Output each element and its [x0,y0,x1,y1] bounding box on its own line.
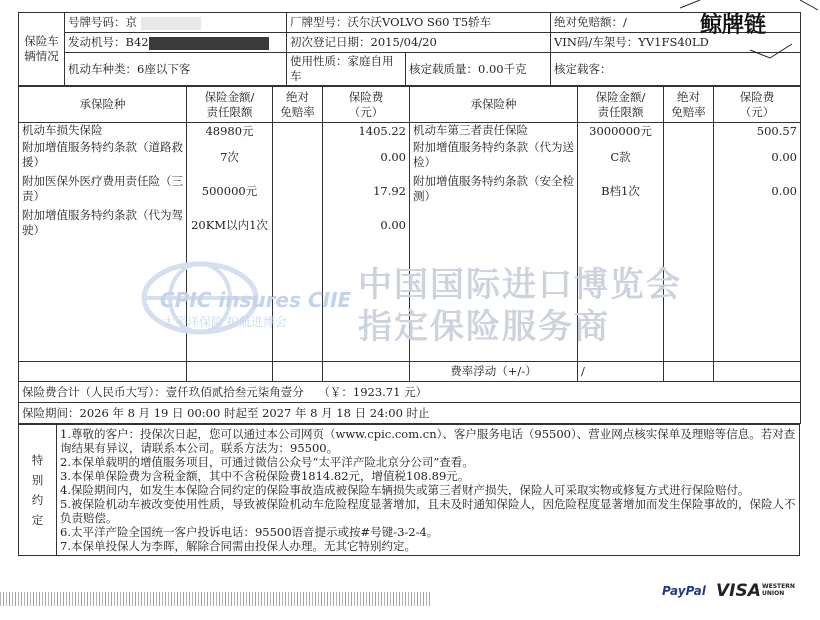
redaction-block [141,17,201,30]
term-item: 7.本保单投保人为李晖，解除合同需由投保人办理。无其它特别约定。 [60,539,416,553]
col-header-amount: 保险金额/ 责任限额 [187,87,273,123]
col-header-deductible: 绝对 免赔率 [273,87,323,123]
redaction-block [149,37,269,50]
vehicle-model: 厂牌型号：沃尔沃VOLVO S60 T5轿车 [287,13,551,33]
vehicle-info-table [18,12,801,86]
coverage-premium: 500.57 [756,124,797,138]
term-item: 6.太平洋产险全国统一客户投诉电话：95500语音提示或按#号键-3-2-4。 [60,525,439,539]
coverage-table [18,86,801,424]
coverage-amount: 20KM以内1次 [191,218,268,232]
rated-passengers: 核定载客： [551,53,801,86]
term-item: 4.保险期间内，如发生本保险合同约定的保险事故造成被保险车辆损失或第三者财产损失，保险人可采取实物或修复方式进行保险赔付。 [60,483,750,497]
col-header-type: 承保险种 [410,87,578,123]
term-item: 2.本保单载明的增值服务项目，可通过微信公众号“太平洋产险北京分公司”查看。 [60,455,474,469]
plate-number: 号牌号码：京 [68,15,137,29]
engine-number: 发动机号：B42 [68,35,149,49]
coverage-premium: 0.00 [380,218,406,232]
ciie-watermark-line1: 中国国际进口博览会 [358,265,682,305]
insurance-policy [18,12,800,556]
rate-float-label: 费率浮动（+/-） [410,362,578,382]
rated-load: 核定载质量：0.00千克 [409,61,527,76]
special-terms-label: 特别约定 [31,453,44,527]
coverage-name: 机动车损失保险 [22,123,103,137]
coverage-left-names [19,123,186,242]
absolute-deductible: 绝对免赔额：/ [551,13,801,33]
paypal-logo: PayPal [662,584,706,598]
vin-number: VIN码/车架号：YV1FS40LD [551,33,801,53]
coverage-amount: C款 [610,150,631,164]
vehicle-type: 机动车种类：6座以下客 [65,53,287,86]
coverage-premium: 17.92 [373,184,406,198]
term-item: 5.被保险机动车被改变使用性质，导致被保险机动车危险程度显著增加，且未及时通知保险人，因危险程度显著增加而发生保险事故的，保险人不负责赔偿。 [60,497,796,525]
site-logo: 鲸牌链 [700,13,767,38]
premium-total-words: 保险费合计（人民币大写）：壹仟玖佰贰拾叁元柒角壹分 [22,384,304,399]
term-item: 3.本保单保险费为含税金额，其中不含税保险费1814.82元，增值税108.89元。 [60,469,470,483]
coverage-premium: 0.00 [380,150,406,164]
coverage-amount: 48980元 [205,124,254,138]
coverage-premium: 0.00 [771,150,797,164]
coverage-amount: B档1次 [601,184,640,198]
coverage-premium: 1405.22 [358,124,406,138]
coverage-name: 附加医保外医疗费用责任险（三责） [22,174,183,203]
usage-nature: 使用性质：家庭自用车 [287,53,406,85]
coverage-amount: 7次 [220,150,239,164]
coverage-name: 附加增值服务特约条款（代为驾驶） [22,208,183,237]
special-terms-table [18,424,800,556]
registration-date: 初次登记日期：2015/04/20 [287,33,551,53]
premium-total-number: （￥：1923.71 元） [318,384,428,399]
western-union-logo: WESTERN UNION [762,583,795,597]
ciie-watermark-line2: 指定保险服务商 [358,307,610,347]
coverage-name: 机动车第三者责任保险 [413,123,528,137]
cpic-watermark-subtext: 太平洋保险 护航进博会 [163,315,287,329]
coverage-premium: 0.00 [771,184,797,198]
coverage-name: 附加增值服务特约条款（道路救援） [22,140,183,169]
coverage-name: 附加增值服务特约条款（安全检测） [413,174,574,203]
visa-logo: VISA [716,581,761,601]
coverage-amount: 500000元 [201,184,258,198]
cpic-watermark-text: CPIC insures CIIE [160,288,352,312]
col-header-premium: 保险费 （元） [323,87,410,123]
vehicle-section-label: 保险车辆情况 [19,13,65,86]
coverage-amount: 3000000元 [589,124,652,138]
term-item: 1.尊敬的客户：投保次日起，您可以通过本公司网页（www.cpic.com.cn）、客户服务电话（95500）、营业网点核实保单及理赔等信息。若对查询结果有异议，请联系本公司。联系方法为：95500。 [60,427,796,455]
col-header-deductible: 绝对 免赔率 [664,87,714,123]
col-header-premium: 保险费 （元） [714,87,801,123]
col-header-amount: 保险金额/ 责任限额 [578,87,664,123]
rate-float-value: / [578,362,664,382]
insurance-period: 保险期间：2026 年 8 月 19 日 00:00 时起至 2027 年 8 月 18 日 24:00 时止 [19,403,801,424]
coverage-name: 附加增值服务特约条款（代为送检） [413,140,574,169]
barcode-strip [0,592,430,606]
col-header-type: 承保险种 [19,87,187,123]
